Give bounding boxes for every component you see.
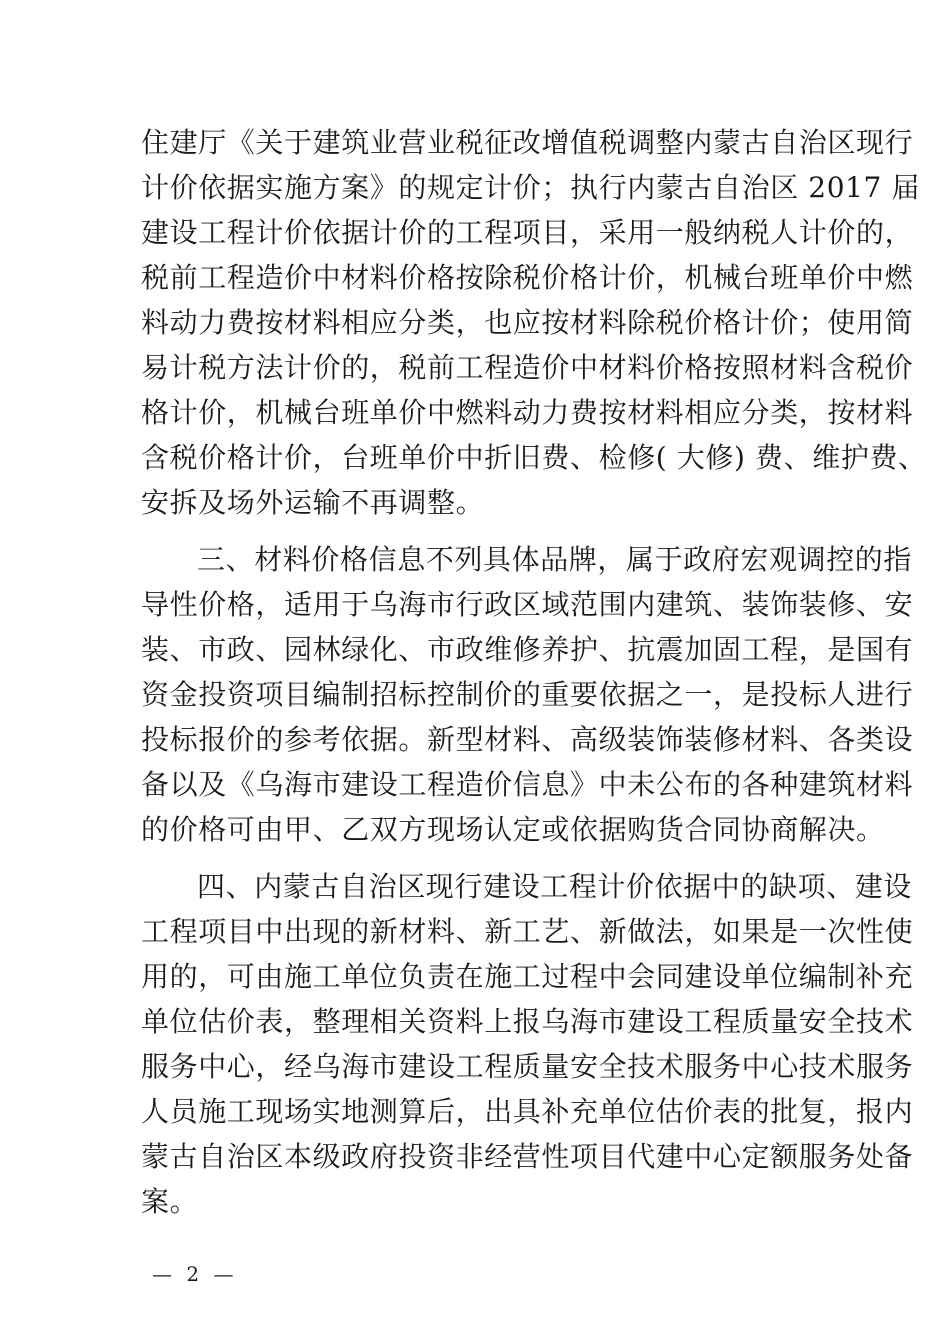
text-line: 人员施工现场实地测算后，出具补充单位估价表的批复，报内 — [141, 1095, 914, 1128]
text-line: 四、内蒙古自治区现行建设工程计价依据中的缺项、建设 — [197, 870, 913, 903]
text-line: 单位估价表，整理相关资料上报乌海市建设工程质量安全技术 — [141, 1005, 914, 1038]
paragraph-2 — [141, 537, 914, 852]
text-line: 住建厅《关于建筑业营业税征改增值税调整内蒙古自治区现行 — [141, 126, 914, 159]
paragraph-gap — [141, 525, 831, 537]
text-line: 案。 — [141, 1185, 199, 1218]
text-line: 建设工程计价依据计价的工程项目，采用一般纳税人计价的， — [141, 216, 914, 249]
text-line: 计价依据实施方案》的规定计价；执行内蒙古自治区 2017 届 — [141, 171, 921, 204]
text-line: 工程项目中出现的新材料、新工艺、新做法，如果是一次性使 — [141, 915, 914, 948]
text-line: 装、市政、园林绿化、市政维修养护、抗震加固工程，是国有 — [141, 633, 914, 666]
text-line: 服务中心，经乌海市建设工程质量安全技术服务中心技术服务 — [141, 1050, 914, 1083]
text-line: 资金投资项目编制招标控制价的重要依据之一，是投标人进行 — [141, 678, 914, 711]
text-line: 的价格可由甲、乙双方现场认定或依据购货合同协商解决。 — [141, 813, 885, 846]
text-line: 易计税方法计价的，税前工程造价中材料价格按照材料含税价 — [141, 351, 914, 384]
paragraph-gap — [141, 852, 831, 864]
text-line: 三、材料价格信息不列具体品牌，属于政府宏观调控的指 — [197, 543, 913, 576]
document-body — [141, 120, 927, 1224]
text-line: 税前工程造价中材料价格按除税价格计价，机械台班单价中燃 — [141, 261, 914, 294]
text-line: 含税价格计价，台班单价中折旧费、检修( 大修) 费、维护费、 — [141, 441, 927, 474]
text-line: 用的，可由施工单位负责在施工过程中会同建设单位编制补充 — [141, 960, 914, 993]
text-line: 导性价格，适用于乌海市行政区域范围内建筑、装饰装修、安 — [141, 588, 914, 621]
text-line: 安拆及场外运输不再调整。 — [141, 486, 485, 519]
text-line: 料动力费按材料相应分类，也应按材料除税价格计价；使用简 — [141, 306, 914, 339]
text-line: 蒙古自治区本级政府投资非经营性项目代建中心定额服务处备 — [141, 1140, 914, 1173]
paragraph-1 — [141, 120, 927, 525]
text-line: 投标报价的参考依据。新型材料、高级装饰装修材料、各类设 — [141, 723, 914, 756]
text-line: 格计价，机械台班单价中燃料动力费按材料相应分类，按材料 — [141, 396, 914, 429]
text-line: 备以及《乌海市建设工程造价信息》中未公布的各种建筑材料 — [141, 768, 914, 801]
paragraph-3 — [141, 864, 914, 1224]
page-number: — 2 — — [152, 1262, 238, 1286]
